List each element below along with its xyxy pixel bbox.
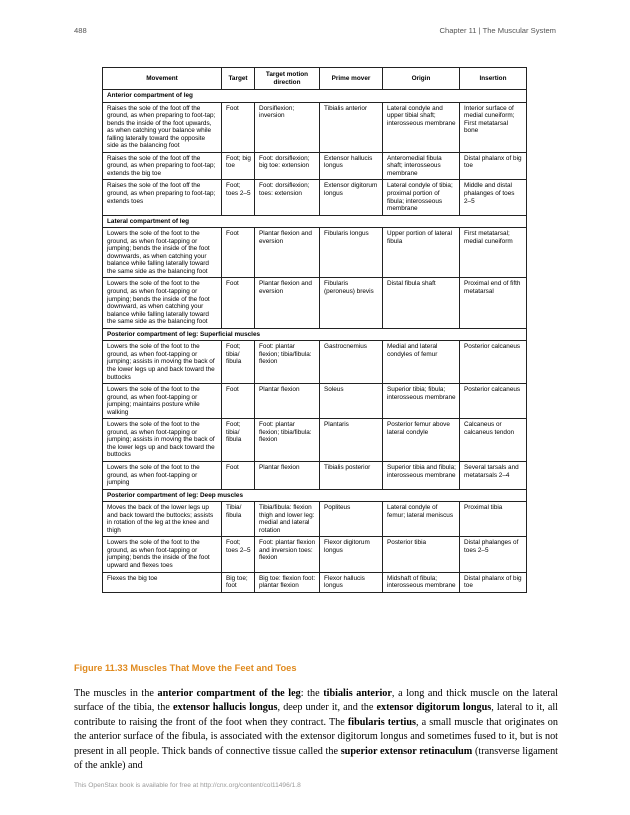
table-cell: Foot: plantar flexion; tibia/fibula: flexion <box>255 419 320 462</box>
table-row <box>103 180 527 215</box>
table-cell: Foot: plantar flexion; tibia/fibula: flexion <box>255 341 320 384</box>
bold-term: extensor hallucis longus <box>173 702 278 714</box>
table-cell: Flexor hallucis longus <box>320 572 383 592</box>
table-row <box>103 278 527 328</box>
table-cell: Foot <box>222 278 255 328</box>
table-row <box>103 228 527 278</box>
table-header-row <box>103 68 527 90</box>
page-footer: This OpenStax book is available for free at http://cnx.org/content/col11496/1.8 <box>74 782 301 789</box>
column-header: Target motion direction <box>255 68 320 90</box>
table-cell: Calcaneus or calcaneus tendon <box>460 419 527 462</box>
table-row <box>103 572 527 592</box>
table-cell: Foot; tibia/ fibula <box>222 341 255 384</box>
section-header-row <box>103 489 527 502</box>
table-cell: Distal phalanx of big toe <box>460 152 527 180</box>
table-cell: Tibia/ fibula <box>222 502 255 537</box>
table-cell: Foot: dorsiflexion; toes: extension <box>255 180 320 215</box>
table-cell: Raises the sole of the foot off the ground, as when preparing to foot-tap; extends toes <box>103 180 222 215</box>
table-cell: Lowers the sole of the foot to the ground, as when foot-tapping or jumping <box>103 461 222 489</box>
table-cell: Posterior calcaneus <box>460 341 527 384</box>
text-run: , a small muscle that originates on the anterior surface of the fibula, is associated with the extensor digitorum longus and sometimes fused to it, but is not present in all people. Thick bands of connective tissue called the <box>74 716 558 757</box>
table-cell: Foot <box>222 102 255 152</box>
table-cell: Proximal end of fifth metatarsal <box>460 278 527 328</box>
table-cell: Proximal tibia <box>460 502 527 537</box>
section-title: Lateral compartment of leg <box>103 215 527 228</box>
table-cell: Dorsiflexion; inversion <box>255 102 320 152</box>
table-cell: Moves the back of the lower legs up and back toward the buttocks; assists in rotation of the leg at the knee and thigh <box>103 502 222 537</box>
column-header: Movement <box>103 68 222 90</box>
table-row <box>103 537 527 572</box>
table-cell: Posterior femur above lateral condyle <box>383 419 460 462</box>
table-cell: Medial and lateral condyles of femur <box>383 341 460 384</box>
page-number: 488 <box>74 26 87 35</box>
body-paragraph <box>74 687 558 773</box>
table-cell: Plantar flexion and eversion <box>255 278 320 328</box>
text-run: , a long and thick muscle on the lateral surface of the tibia, the <box>74 688 558 714</box>
table-cell: Plantar flexion and eversion <box>255 228 320 278</box>
section-title: Posterior compartment of leg: Deep muscles <box>103 489 527 502</box>
table-cell: Plantar flexion <box>255 384 320 419</box>
table-cell: Lowers the sole of the foot to the ground, as when foot-tapping or jumping; bends the inside of the foot downward, as when catching your balance while falling laterally toward the same side as the balancing foot <box>103 278 222 328</box>
text-run: , lateral to it, all contribute to raising the front of the foot when they contract. The <box>74 702 558 728</box>
section-title: Anterior compartment of leg <box>103 90 527 103</box>
table-cell: Lowers the sole of the foot to the ground, as when foot-tapping or jumping; assists in moving the back of the lower legs up and back toward the buttocks <box>103 341 222 384</box>
table-cell: Flexes the big toe <box>103 572 222 592</box>
table-cell: Extensor digitorum longus <box>320 180 383 215</box>
table-cell: Big toe: flexion foot: plantar flexion <box>255 572 320 592</box>
table-row <box>103 461 527 489</box>
table-cell: Foot; big toe <box>222 152 255 180</box>
table-cell: Interior surface of medial cuneiform; First metatarsal bone <box>460 102 527 152</box>
table-cell: Plantar flexion <box>255 461 320 489</box>
table-cell: Tibia/fibula: flexion thigh and lower leg: medial and lateral rotation <box>255 502 320 537</box>
table-row <box>103 419 527 462</box>
table-cell: Anteromedial fibula shaft; interosseous membrane <box>383 152 460 180</box>
table-row <box>103 384 527 419</box>
table-cell: Foot <box>222 384 255 419</box>
text-run: , deep under it, and the <box>277 702 377 714</box>
table-cell: Flexor digitorum longus <box>320 537 383 572</box>
text-run: (transverse ligament of the ankle) and <box>74 745 558 772</box>
table-cell: Plantaris <box>320 419 383 462</box>
table-cell: Foot: dorsiflexion; big toe: extension <box>255 152 320 180</box>
bold-term: extensor digitorum longus <box>376 702 492 714</box>
column-header: Origin <box>383 68 460 90</box>
section-header-row <box>103 328 527 341</box>
table-cell: Foot; toes 2–5 <box>222 537 255 572</box>
table-cell: Tibialis posterior <box>320 461 383 489</box>
table-cell: Fibularis (peroneus) brevis <box>320 278 383 328</box>
table-cell: Raises the sole of the foot off the ground, as when preparing to foot-tap; bends the inside of the foot upwards, as when catching your balance while falling laterally toward the opposite side as the balancing foot <box>103 102 222 152</box>
figure-caption: Figure 11.33 Muscles That Move the Feet and Toes <box>74 663 297 673</box>
table-row <box>103 502 527 537</box>
text-run: : the <box>300 688 324 699</box>
table-cell: Lateral condyle and upper tibial shaft; interosseous membrane <box>383 102 460 152</box>
table-cell: Upper portion of lateral fibula <box>383 228 460 278</box>
table-cell: Posterior calcaneus <box>460 384 527 419</box>
table-cell: Middle and distal phalanges of toes 2–5 <box>460 180 527 215</box>
table-cell: Distal phalanx of big toe <box>460 572 527 592</box>
muscle-table <box>102 67 527 593</box>
section-header-row <box>103 215 527 228</box>
table-body <box>103 90 527 593</box>
table-cell: Extensor hallucis longus <box>320 152 383 180</box>
table-cell: Several tarsals and metatarsals 2–4 <box>460 461 527 489</box>
section-title: Posterior compartment of leg: Superficial muscles <box>103 328 527 341</box>
table-cell: Foot; tibia/ fibula <box>222 419 255 462</box>
table-cell: Tibialis anterior <box>320 102 383 152</box>
table-row <box>103 102 527 152</box>
bold-term: anterior compartment of the leg <box>157 688 301 699</box>
bold-term: superior extensor retinaculum <box>340 745 473 757</box>
table-row <box>103 341 527 384</box>
table-cell: Superior tibia; fibula; interosseous membrane <box>383 384 460 419</box>
table-cell: Superior tibia and fibula; interosseous membrane <box>383 461 460 489</box>
table-cell: Lowers the sole of the foot to the ground, as when foot-tapping or jumping; bends the inside of the foot downwards, as when catching your balance while falling laterally toward the same side as the balancing foot <box>103 228 222 278</box>
table-cell: Popliteus <box>320 502 383 537</box>
table-cell: Lowers the sole of the foot to the ground, as when foot-tapping or jumping; maintains posture while walking <box>103 384 222 419</box>
table-cell: Fibularis longus <box>320 228 383 278</box>
column-header: Insertion <box>460 68 527 90</box>
table-cell: Foot <box>222 228 255 278</box>
bold-term: tibialis anterior <box>323 688 392 699</box>
table-cell: Foot <box>222 461 255 489</box>
table-cell: Distal phalanges of toes 2–5 <box>460 537 527 572</box>
text-run: The muscles in the <box>74 688 158 699</box>
table-cell: Lowers the sole of the foot to the ground, as when foot-tapping or jumping; bends the inside of the foot upward and flexes toes <box>103 537 222 572</box>
column-header: Target <box>222 68 255 90</box>
bold-term: fibularis tertius <box>347 716 417 728</box>
table-cell: Lowers the sole of the foot to the ground, as when foot-tapping or jumping; assists in moving the back of the lower legs up and back toward the buttocks <box>103 419 222 462</box>
section-header-row <box>103 90 527 103</box>
table-row <box>103 152 527 180</box>
table-cell: Midshaft of fibula; interosseous membrane <box>383 572 460 592</box>
muscle-table-container <box>102 67 526 593</box>
table-cell: Gastrocnemius <box>320 341 383 384</box>
table-cell: Foot: plantar flexion and inversion toes: flexion <box>255 537 320 572</box>
table-cell: Lateral condyle of femur; lateral meniscus <box>383 502 460 537</box>
table-cell: Foot; toes 2–5 <box>222 180 255 215</box>
table-cell: Lateral condyle of tibia; proximal portion of fibula; interosseous membrane <box>383 180 460 215</box>
table-cell: Posterior tibia <box>383 537 460 572</box>
table-cell: First metatarsal; medial cuneiform <box>460 228 527 278</box>
table-cell: Soleus <box>320 384 383 419</box>
table-cell: Distal fibula shaft <box>383 278 460 328</box>
chapter-title: Chapter 11 | The Muscular System <box>439 26 556 35</box>
table-cell: Raises the sole of the foot off the ground, as when preparing to foot-tap; extends the big toe <box>103 152 222 180</box>
table-cell: Big toe; foot <box>222 572 255 592</box>
column-header: Prime mover <box>320 68 383 90</box>
